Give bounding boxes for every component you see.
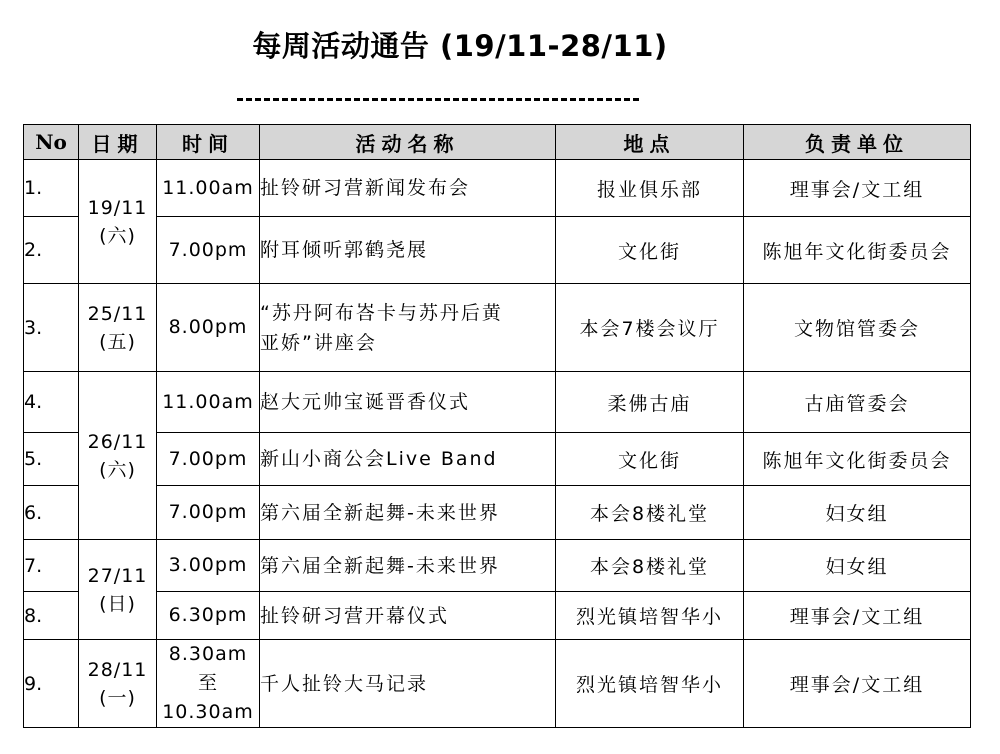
date-cell (79, 640, 157, 728)
row-number: 6. (24, 486, 79, 540)
time-cell: 11.00am (157, 372, 260, 433)
table-row (24, 284, 971, 372)
location-cell: 烈光镇培智华小 (556, 640, 744, 728)
organizer-cell: 理事会/文工组 (744, 160, 971, 217)
table-row (24, 160, 971, 217)
organizer-cell: 陈旭年文化街委员会 (744, 433, 971, 486)
table-row (24, 217, 971, 284)
row-number: 9. (24, 640, 79, 728)
activity-cell: 附耳倾听郭鹤尧展 (260, 217, 556, 284)
location-cell: 文化街 (556, 433, 744, 486)
activity-cell: 赵大元帅宝诞晋香仪式 (260, 372, 556, 433)
table-row (24, 433, 971, 486)
time-cell (157, 640, 260, 728)
location-cell: 文化街 (556, 217, 744, 284)
header-location: 地点 (556, 125, 744, 160)
organizer-cell: 理事会/文工组 (744, 592, 971, 640)
date-day: 26/11 (87, 430, 148, 453)
activity-cell: 第六届全新起舞-未来世界 (260, 486, 556, 540)
time-end: 10.30am (162, 701, 254, 723)
time-start: 8.30am (168, 643, 248, 665)
date-cell (79, 284, 157, 372)
location-cell: 本会8楼礼堂 (556, 486, 744, 540)
activity-cell: 扯铃研习营开幕仪式 (260, 592, 556, 640)
header-activity: 活动名称 (260, 125, 556, 160)
date-weekday: (六) (99, 224, 136, 247)
organizer-cell: 妇女组 (744, 486, 971, 540)
time-cell: 8.00pm (157, 284, 260, 372)
row-number: 4. (24, 372, 79, 433)
row-number: 5. (24, 433, 79, 486)
date-weekday: (一) (99, 686, 136, 709)
title-divider (237, 98, 639, 101)
date-cell (79, 372, 157, 540)
header-time: 时间 (157, 125, 260, 160)
organizer-cell: 理事会/文工组 (744, 640, 971, 728)
table-row (24, 486, 971, 540)
time-cell: 7.00pm (157, 486, 260, 540)
organizer-cell: 陈旭年文化街委员会 (744, 217, 971, 284)
time-cell: 7.00pm (157, 217, 260, 284)
row-number: 2. (24, 217, 79, 284)
activity-line: “苏丹阿布峇卡与苏丹后黄 (260, 301, 503, 324)
table-row (24, 640, 971, 728)
activity-line: 亚娇”讲座会 (260, 331, 377, 354)
header-organizer: 负责单位 (744, 125, 971, 160)
location-cell: 本会8楼礼堂 (556, 540, 744, 592)
organizer-cell: 妇女组 (744, 540, 971, 592)
table-header-row (24, 125, 971, 160)
location-cell: 报业俱乐部 (556, 160, 744, 217)
time-cell: 11.00am (157, 160, 260, 217)
location-cell: 本会7楼会议厅 (556, 284, 744, 372)
table-row (24, 592, 971, 640)
location-cell: 柔佛古庙 (556, 372, 744, 433)
schedule-table (23, 124, 971, 728)
activity-cell: 扯铃研习营新闻发布会 (260, 160, 556, 217)
row-number: 8. (24, 592, 79, 640)
date-day: 19/11 (87, 196, 148, 219)
date-day: 27/11 (87, 564, 148, 587)
date-weekday: (五) (99, 330, 136, 353)
row-number: 7. (24, 540, 79, 592)
date-day: 28/11 (87, 658, 148, 681)
date-cell (79, 540, 157, 640)
table-row (24, 540, 971, 592)
organizer-cell: 古庙管委会 (744, 372, 971, 433)
date-day: 25/11 (87, 302, 148, 325)
row-number: 1. (24, 160, 79, 217)
activity-cell (260, 284, 556, 372)
date-cell (79, 160, 157, 284)
activity-cell: 第六届全新起舞-未来世界 (260, 540, 556, 592)
header-no: No (24, 125, 79, 160)
time-cell: 3.00pm (157, 540, 260, 592)
row-number: 3. (24, 284, 79, 372)
header-date: 日期 (79, 125, 157, 160)
time-cell: 6.30pm (157, 592, 260, 640)
activity-cell: 新山小商公会Live Band (260, 433, 556, 486)
table-row (24, 372, 971, 433)
page-title: 每周活动通告 (19/11-28/11) (252, 29, 668, 63)
location-cell: 烈光镇培智华小 (556, 592, 744, 640)
time-cell: 7.00pm (157, 433, 260, 486)
activity-cell: 千人扯铃大马记录 (260, 640, 556, 728)
date-weekday: (日) (99, 592, 136, 615)
date-weekday: (六) (99, 458, 136, 481)
organizer-cell: 文物馆管委会 (744, 284, 971, 372)
time-to: 至 (197, 672, 218, 694)
